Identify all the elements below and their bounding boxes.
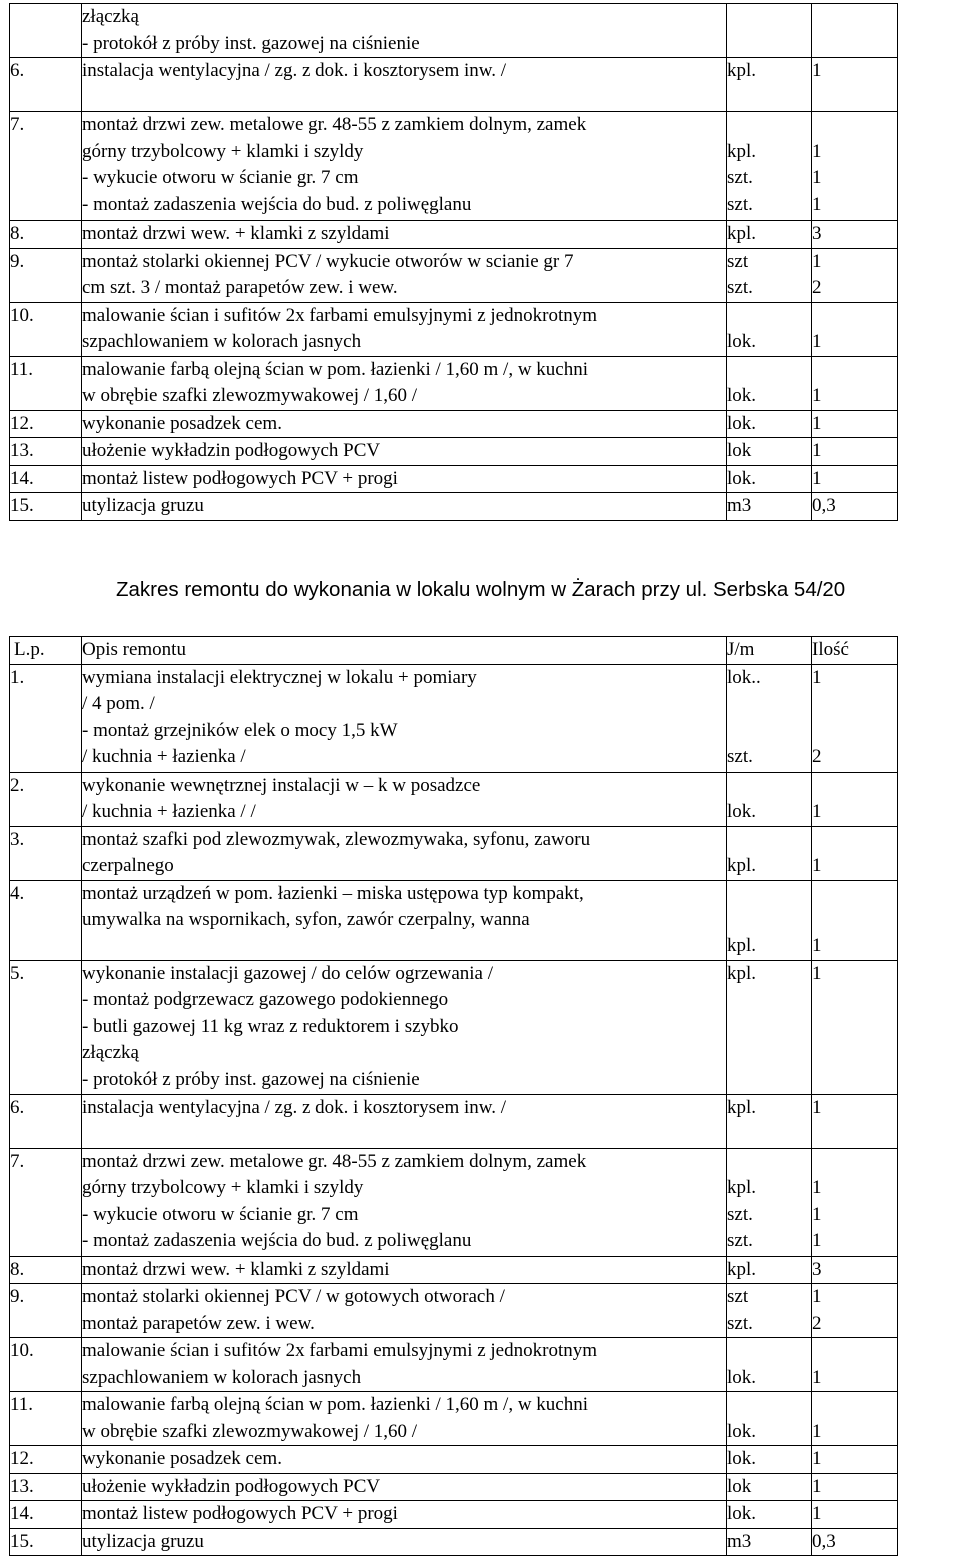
- row-quantity: 1: [812, 826, 898, 880]
- row-unit: lok: [727, 438, 812, 466]
- row-number: 1.: [10, 664, 82, 772]
- row-quantity: [812, 4, 898, 58]
- row-quantity: 1: [812, 1392, 898, 1446]
- row-number: 8.: [10, 221, 82, 249]
- header-quantity: Ilość: [812, 637, 898, 665]
- row-unit: kpl.: [727, 1094, 812, 1148]
- row-number: 7.: [10, 1148, 82, 1256]
- row-description: montaż stolarki okiennej PCV / wykucie otworów w scianie gr 7 cm szt. 3 / montaż parapetów zew. i wew.: [82, 248, 727, 302]
- row-quantity: 1: [812, 302, 898, 356]
- row-number: 4.: [10, 880, 82, 960]
- row-unit: lok.. szt.: [727, 664, 812, 772]
- table-row: [10, 880, 898, 960]
- row-description: malowanie farbą olejną ścian w pom. łazienki / 1,60 m /, w kuchni w obrębie szafki zlewozmywakowej / 1,60 /: [82, 356, 727, 410]
- row-quantity: 1: [812, 1473, 898, 1501]
- row-description: wykonanie wewnętrznej instalacji w – k w posadzce / kuchnia + łazienka / /: [82, 772, 727, 826]
- header-unit: J/m: [727, 637, 812, 665]
- row-quantity: 1 2: [812, 1284, 898, 1338]
- table-row: [10, 248, 898, 302]
- row-quantity: 1: [812, 1338, 898, 1392]
- row-quantity: 1: [812, 960, 898, 1094]
- header-lp: L.p.: [10, 637, 82, 665]
- row-unit: lok.: [727, 465, 812, 493]
- row-number: 10.: [10, 1338, 82, 1392]
- table-row: [10, 302, 898, 356]
- table-row: [10, 1338, 898, 1392]
- table-row: [10, 438, 898, 466]
- table-row: [10, 1256, 898, 1284]
- table-row: [10, 493, 898, 521]
- row-number: 10.: [10, 302, 82, 356]
- row-quantity: 0,3: [812, 1528, 898, 1556]
- row-unit: m3: [727, 1528, 812, 1556]
- row-description: malowanie ścian i sufitów 2x farbami emulsyjnymi z jednokrotnym szpachlowaniem w kolorach jasnych: [82, 302, 727, 356]
- row-number: 3.: [10, 826, 82, 880]
- row-number: 7.: [10, 112, 82, 221]
- row-number: 13.: [10, 438, 82, 466]
- row-description: montaż urządzeń w pom. łazienki – miska ustępowa typ kompakt, umywalka na wspornikach, syfon, zawór czerpalny, wanna: [82, 880, 727, 960]
- row-number: 2.: [10, 772, 82, 826]
- row-number: 6.: [10, 58, 82, 112]
- row-unit: kpl.: [727, 1256, 812, 1284]
- row-quantity: 1: [812, 465, 898, 493]
- table-row: [10, 410, 898, 438]
- table-row: [10, 465, 898, 493]
- row-unit: lok.: [727, 772, 812, 826]
- row-description: ułożenie wykładzin podłogowych PCV: [82, 1473, 727, 1501]
- table-row: [10, 664, 898, 772]
- row-number: 14.: [10, 1501, 82, 1529]
- row-description: instalacja wentylacyjna / zg. z dok. i kosztorysem inw. /: [82, 58, 727, 112]
- row-unit: lok.: [727, 1446, 812, 1474]
- row-unit: kpl.: [727, 880, 812, 960]
- row-number: 8.: [10, 1256, 82, 1284]
- row-description: montaż drzwi zew. metalowe gr. 48-55 z zamkiem dolnym, zamek górny trzybolcowy + klamki i szyldy - wykucie otworu w ścianie gr. 7 cm - montaż zadaszenia wejścia do bud. z poliwęglanu: [82, 1148, 727, 1256]
- row-unit: [727, 4, 812, 58]
- row-quantity: 1: [812, 438, 898, 466]
- row-quantity: 1: [812, 58, 898, 112]
- row-unit: lok.: [727, 410, 812, 438]
- row-unit: lok.: [727, 1501, 812, 1529]
- row-unit: kpl.: [727, 826, 812, 880]
- table-row: [10, 960, 898, 1094]
- row-number: 11.: [10, 356, 82, 410]
- row-unit: lok: [727, 1473, 812, 1501]
- row-number: 9.: [10, 248, 82, 302]
- row-description: wykonanie posadzek cem.: [82, 410, 727, 438]
- row-description: montaż drzwi zew. metalowe gr. 48-55 z zamkiem dolnym, zamek górny trzybolcowy + klamki i szyldy - wykucie otworu w ścianie gr. 7 cm - montaż zadaszenia wejścia do bud. z poliwęglanu: [82, 112, 727, 221]
- row-description: montaż drzwi wew. + klamki z szyldami: [82, 1256, 727, 1284]
- row-quantity: 1 2: [812, 248, 898, 302]
- row-number: 12.: [10, 1446, 82, 1474]
- table-row: [10, 1501, 898, 1529]
- table-row: [10, 772, 898, 826]
- row-description: wymiana instalacji elektrycznej w lokalu + pomiary / 4 pom. / - montaż grzejników elek o mocy 1,5 kW / kuchnia + łazienka /: [82, 664, 727, 772]
- table-row: [10, 1473, 898, 1501]
- row-description: malowanie ścian i sufitów 2x farbami emulsyjnymi z jednokrotnym szpachlowaniem w kolorach jasnych: [82, 1338, 727, 1392]
- row-quantity: 1: [812, 1446, 898, 1474]
- row-unit: szt szt.: [727, 248, 812, 302]
- renovation-table-continued: [9, 3, 898, 521]
- row-number: 6.: [10, 1094, 82, 1148]
- section-title: Zakres remontu do wykonania w lokalu wolnym w Żarach przy ul. Serbska 54/20: [116, 578, 846, 601]
- row-description: malowanie farbą olejną ścian w pom. łazienki / 1,60 m /, w kuchni w obrębie szafki zlewozmywakowej / 1,60 /: [82, 1392, 727, 1446]
- table-row: [10, 112, 898, 221]
- row-description: wykonanie posadzek cem.: [82, 1446, 727, 1474]
- row-unit: lok.: [727, 302, 812, 356]
- row-description: montaż drzwi wew. + klamki z szyldami: [82, 221, 727, 249]
- row-quantity: 1: [812, 410, 898, 438]
- row-quantity: 1 2: [812, 664, 898, 772]
- table-row: [10, 221, 898, 249]
- row-description: utylizacja gruzu: [82, 1528, 727, 1556]
- row-quantity: 1: [812, 1094, 898, 1148]
- row-description: montaż listew podłogowych PCV + progi: [82, 465, 727, 493]
- row-number: 12.: [10, 410, 82, 438]
- row-description: wykonanie instalacji gazowej / do celów ogrzewania / - montaż podgrzewacz gazowego podokiennego - butli gazowej 11 kg wraz z reduktorem i szybko złączką - protokół z próby inst. gazowej na ciśnienie: [82, 960, 727, 1094]
- row-quantity: 1: [812, 356, 898, 410]
- row-unit: kpl.: [727, 960, 812, 1094]
- row-quantity: 1: [812, 1501, 898, 1529]
- row-description: montaż szafki pod zlewozmywak, zlewozmywaka, syfonu, zaworu czerpalnego: [82, 826, 727, 880]
- table-row: [10, 4, 898, 58]
- row-quantity: 1: [812, 772, 898, 826]
- row-number: 11.: [10, 1392, 82, 1446]
- row-quantity: 1 1 1: [812, 1148, 898, 1256]
- row-unit: szt szt.: [727, 1284, 812, 1338]
- row-unit: m3: [727, 493, 812, 521]
- row-number: 14.: [10, 465, 82, 493]
- table-row: [10, 356, 898, 410]
- table-body: [10, 664, 898, 1556]
- row-description: montaż stolarki okiennej PCV / w gotowych otworach / montaż parapetów zew. i wew.: [82, 1284, 727, 1338]
- table-body: [10, 4, 898, 521]
- table-row: [10, 1392, 898, 1446]
- row-unit: lok.: [727, 1338, 812, 1392]
- row-description: montaż listew podłogowych PCV + progi: [82, 1501, 727, 1529]
- row-unit: lok.: [727, 1392, 812, 1446]
- row-description: ułożenie wykładzin podłogowych PCV: [82, 438, 727, 466]
- row-description: złączką - protokół z próby inst. gazowej na ciśnienie: [82, 4, 727, 58]
- row-quantity: 0,3: [812, 493, 898, 521]
- row-unit: lok.: [727, 356, 812, 410]
- row-number: 15.: [10, 1528, 82, 1556]
- row-number: 9.: [10, 1284, 82, 1338]
- table-row: [10, 1094, 898, 1148]
- renovation-scope-table: [9, 636, 898, 1556]
- row-unit: kpl. szt. szt.: [727, 112, 812, 221]
- table-row: [10, 1528, 898, 1556]
- row-unit: kpl. szt. szt.: [727, 1148, 812, 1256]
- table-row: [10, 58, 898, 112]
- row-number: 15.: [10, 493, 82, 521]
- row-number: 5.: [10, 960, 82, 1094]
- row-quantity: 3: [812, 1256, 898, 1284]
- table-row: [10, 1446, 898, 1474]
- row-number: [10, 4, 82, 58]
- table-header-row: [10, 637, 898, 665]
- row-description: utylizacja gruzu: [82, 493, 727, 521]
- row-quantity: 1 1 1: [812, 112, 898, 221]
- header-description: Opis remontu: [82, 637, 727, 665]
- table-row: [10, 1148, 898, 1256]
- table-row: [10, 826, 898, 880]
- row-number: 13.: [10, 1473, 82, 1501]
- row-unit: kpl.: [727, 221, 812, 249]
- row-description: instalacja wentylacyjna / zg. z dok. i kosztorysem inw. /: [82, 1094, 727, 1148]
- table-row: [10, 1284, 898, 1338]
- row-quantity: 1: [812, 880, 898, 960]
- row-quantity: 3: [812, 221, 898, 249]
- row-unit: kpl.: [727, 58, 812, 112]
